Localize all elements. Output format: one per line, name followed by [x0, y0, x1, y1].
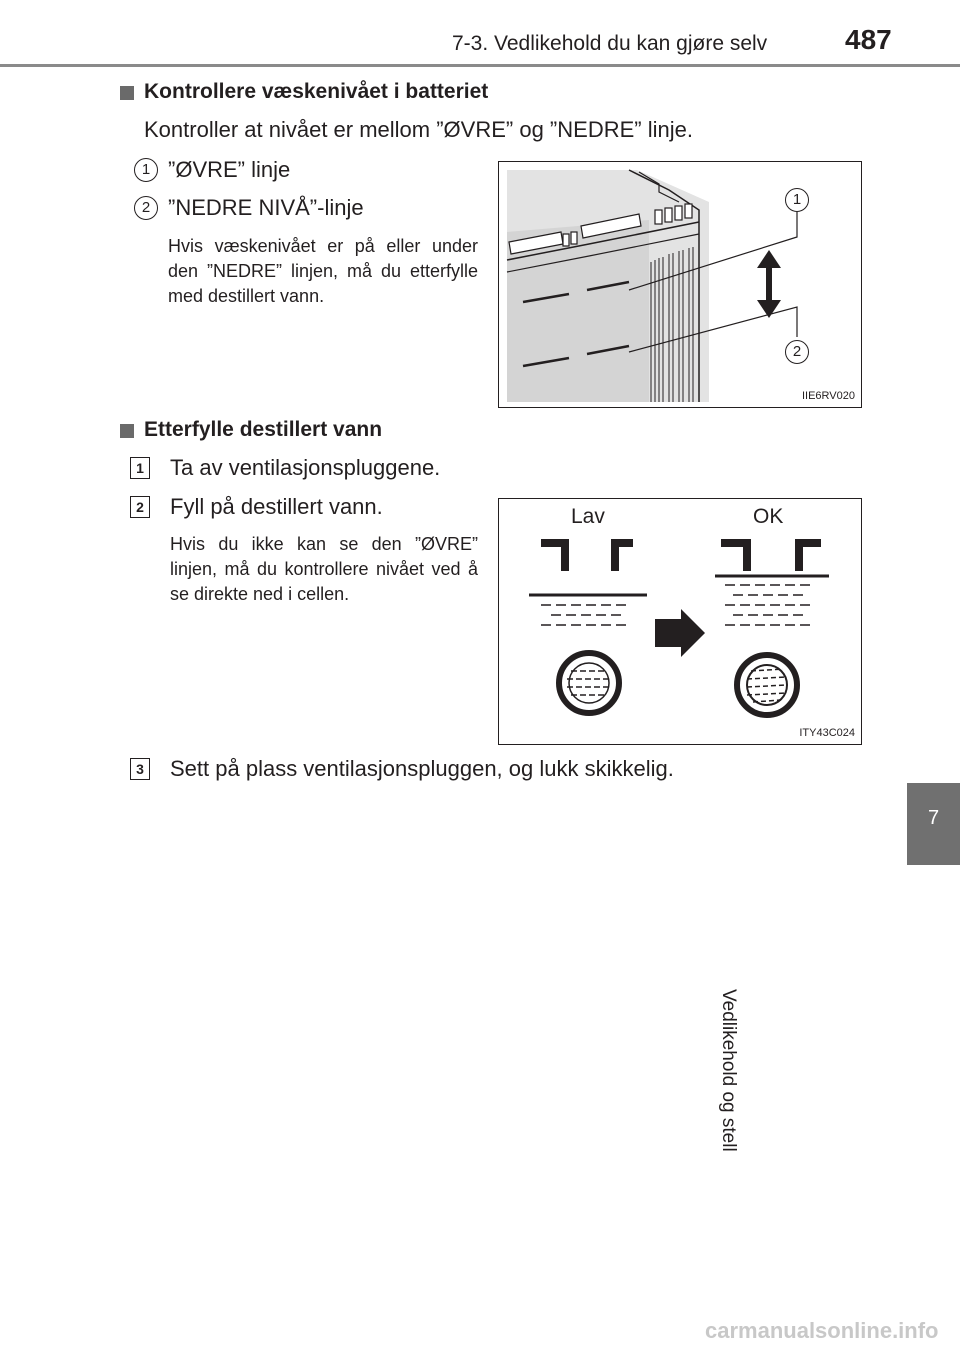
figure-code: ITY43C024: [799, 727, 855, 739]
battery-level-figure: [498, 161, 862, 408]
label-ok: OK: [753, 505, 784, 528]
page-number: 487: [845, 24, 892, 55]
fill-level-illustration: [499, 499, 861, 744]
heading-marker: [120, 86, 134, 100]
item-number-1: 1: [134, 158, 158, 182]
section1-heading: Kontrollere væskenivået i batteriet: [144, 80, 489, 103]
chapter-title-vertical: [718, 878, 943, 1152]
step-text-3: Sett på plass ventilasjonspluggen, og lukk skikkelig.: [170, 756, 674, 781]
step-number-2: 2: [130, 496, 150, 518]
step-text-1: Ta av ventilasjonspluggene.: [170, 455, 441, 480]
item-text-upper: ”ØVRE” linje: [168, 157, 291, 182]
header-rule: [0, 64, 960, 67]
item-text-lower: ”NEDRE NIVÅ”-linje: [168, 195, 364, 220]
chapter-number: 7: [927, 807, 940, 829]
label-low: Lav: [571, 505, 605, 528]
step-number-3: 3: [130, 758, 150, 780]
fill-level-figure: [498, 498, 862, 745]
watermark: carmanualsonline.info: [705, 1318, 939, 1343]
running-header: 7-3. Vedlikehold du kan gjøre selv: [452, 32, 768, 55]
chapter-title: Vedlikehold og stell: [718, 989, 739, 1152]
item-number-2: 2: [134, 196, 158, 220]
step-text-2: Fyll på destillert vann.: [170, 494, 383, 519]
chapter-tab: [907, 783, 960, 865]
section2-note: Hvis du ikke kan se den ”ØVRE” linjen, må du kontrollere nivået ved å se direkte ned i cellen.: [170, 534, 478, 604]
callout-1: 1: [785, 188, 809, 212]
figure-code: IIE6RV020: [801, 390, 855, 402]
callout-2: 2: [785, 340, 809, 364]
section1-intro: Kontroller at nivået er mellom ”ØVRE” og ”NEDRE” linje.: [144, 117, 693, 142]
section1-note: Hvis væskenivået er på eller under den ”NEDRE” linjen, må du etterfylle med destillert vann.: [168, 236, 478, 306]
heading-marker: [120, 424, 134, 438]
section2-heading: Etterfylle destillert vann: [144, 418, 383, 441]
step-number-1: 1: [130, 457, 150, 479]
